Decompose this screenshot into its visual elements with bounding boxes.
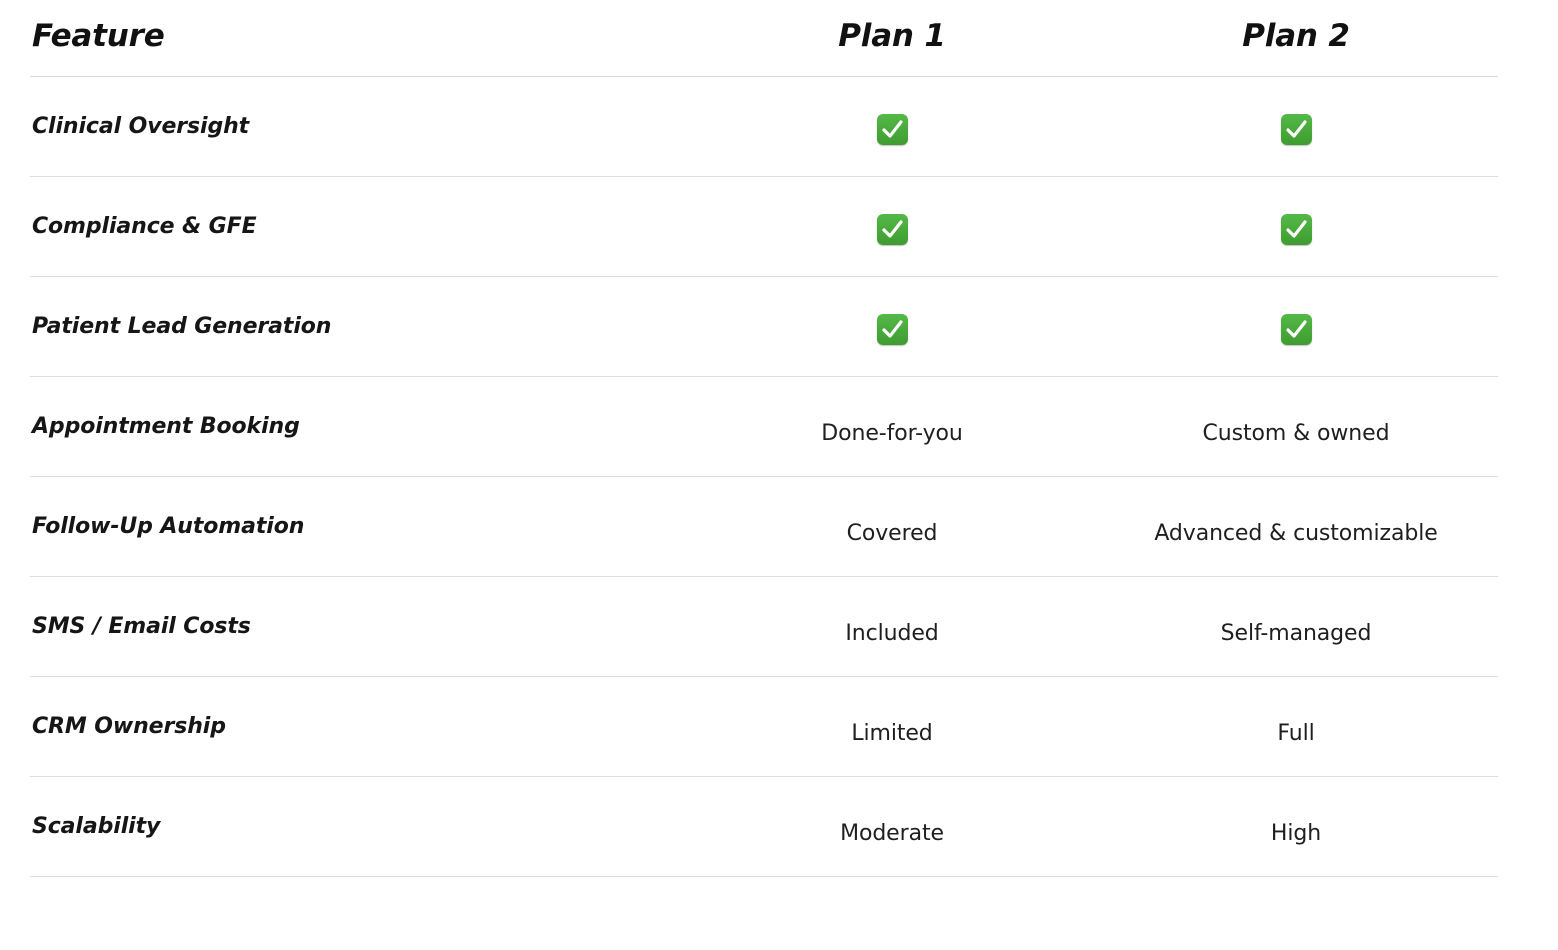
check-mark-button-icon bbox=[877, 314, 908, 345]
column-header-plan-1: Plan 1 bbox=[690, 18, 1094, 77]
plan-1-value bbox=[690, 277, 1094, 377]
plan-1-value: Limited bbox=[690, 677, 1094, 777]
feature-label: Follow-Up Automation bbox=[30, 477, 690, 577]
feature-label: Clinical Oversight bbox=[30, 77, 690, 177]
column-header-feature: Feature bbox=[30, 18, 690, 77]
check-mark-button-icon bbox=[1281, 314, 1312, 345]
feature-label: CRM Ownership bbox=[30, 677, 690, 777]
plan-2-value: Self-managed bbox=[1094, 577, 1498, 677]
plan-1-value: Moderate bbox=[690, 777, 1094, 877]
check-mark-button-icon bbox=[1281, 214, 1312, 245]
plan-2-value: Custom & owned bbox=[1094, 377, 1498, 477]
feature-label: Appointment Booking bbox=[30, 377, 690, 477]
plan-2-value: Advanced & customizable bbox=[1094, 477, 1498, 577]
table-row bbox=[30, 477, 1498, 577]
check-mark-button-icon bbox=[877, 214, 908, 245]
plan-2-value bbox=[1094, 177, 1498, 277]
column-header-plan-2: Plan 2 bbox=[1094, 18, 1498, 77]
feature-label: Scalability bbox=[30, 777, 690, 877]
check-mark-button-icon bbox=[1281, 114, 1312, 145]
plan-2-value: Full bbox=[1094, 677, 1498, 777]
plan-1-value: Covered bbox=[690, 477, 1094, 577]
plan-comparison-table bbox=[30, 18, 1498, 877]
table-row bbox=[30, 177, 1498, 277]
table-row bbox=[30, 777, 1498, 877]
table-body bbox=[30, 77, 1498, 877]
plan-1-value bbox=[690, 77, 1094, 177]
table-header bbox=[30, 18, 1498, 77]
plan-1-value: Included bbox=[690, 577, 1094, 677]
feature-label: Compliance & GFE bbox=[30, 177, 690, 277]
table-row bbox=[30, 377, 1498, 477]
table-row bbox=[30, 77, 1498, 177]
table-row bbox=[30, 677, 1498, 777]
plan-1-value: Done-for-you bbox=[690, 377, 1094, 477]
plan-2-value bbox=[1094, 77, 1498, 177]
feature-label: Patient Lead Generation bbox=[30, 277, 690, 377]
plan-2-value bbox=[1094, 277, 1498, 377]
plan-2-value: High bbox=[1094, 777, 1498, 877]
feature-label: SMS / Email Costs bbox=[30, 577, 690, 677]
table-header-row bbox=[30, 18, 1498, 77]
table-row bbox=[30, 577, 1498, 677]
plan-1-value bbox=[690, 177, 1094, 277]
table-row bbox=[30, 277, 1498, 377]
check-mark-button-icon bbox=[877, 114, 908, 145]
